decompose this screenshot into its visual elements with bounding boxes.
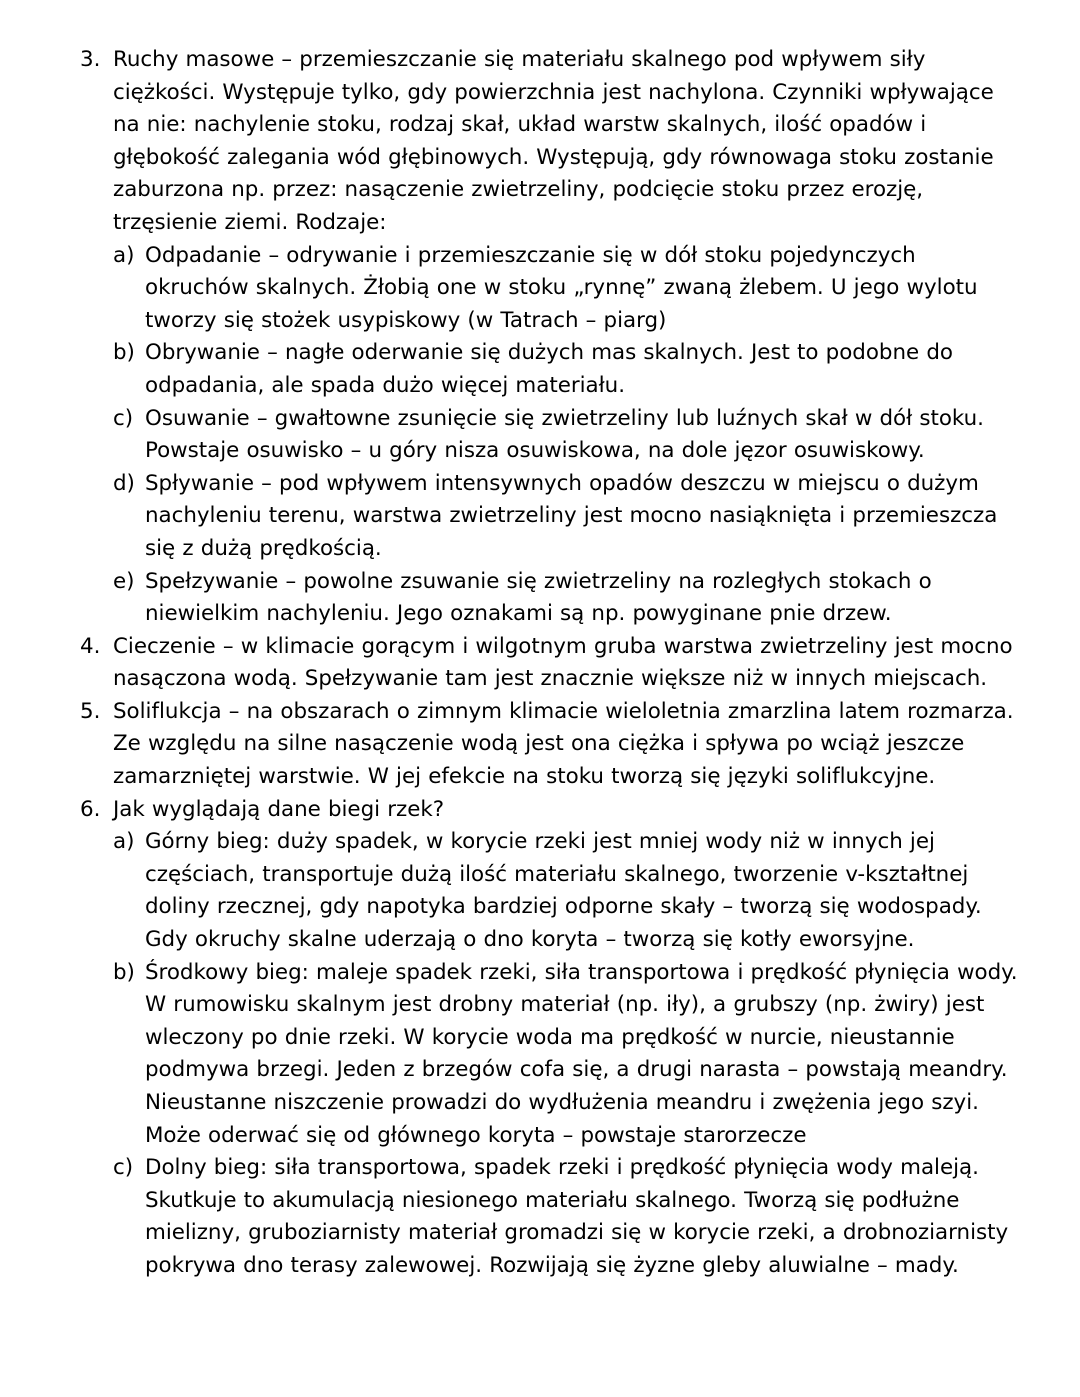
list-item (80, 631, 1018, 696)
list-item-text: Ruchy masowe – przemieszczanie się materiału skalnego pod wpływem siły ciężkości. Występuje tylko, gdy powierzchnia jest nachylona. Czynniki wpływające na nie: nachylenie stoku, rodzaj skał, układ warstw skalnych, ilość opadów i głębokość zalegania wód głębinowych. Występują, gdy równowaga stoku zostanie zaburzona np. przez: nasączenie zwietrzeliny, podcięcie stoku przez erozję, trzęsienie ziemi. Rodzaje: (113, 47, 994, 235)
list-item-text: Dolny bieg: siła transportowa, spadek rzeki i prędkość płynięcia wody maleją. Skutkuje to akumulacją niesionego materiału skalnego. Tworzą się podłużne mielizny, gruboziarnisty materiał gromadzi się w korycie rzeki, a drobnoziarnisty pokrywa dno terasy zalewowej. Rozwijają się żyzne gleby aluwialne – mady. (145, 1155, 1009, 1278)
list-item (80, 44, 1018, 631)
list-marker: 3. (80, 47, 101, 72)
list-marker: e) (113, 568, 135, 594)
numbered-list (62, 44, 1018, 1283)
list-item-text: Spływanie – pod wpływem intensywnych opadów deszczu w miejscu o dużym nachyleniu terenu, warstwa zwietrzeliny jest mocno nasiąknięta i przemieszcza się z dużą prędkością. (145, 470, 998, 561)
list-marker: 4. (80, 633, 101, 659)
list-item (113, 826, 1018, 956)
list-item-text: Spełzywanie – powolne zsuwanie się zwietrzeliny na rozległych stokach o niewielkim nachyleniu. Jego oznakami są np. powyginane pnie drzew. (145, 568, 932, 627)
list-item (113, 240, 1018, 338)
list-marker: a) (113, 829, 135, 855)
list-marker: 5. (80, 698, 101, 724)
sublist-wrapper (113, 826, 1018, 1282)
list-item-text: Soliflukcja – na obszarach o zimnym klimacie wieloletnia zmarzlina latem rozmarza. Ze względu na silne nasączenie wodą jest ona ciężka i spływa po wciąż jeszcze zamarzniętej warstwie. W jej efekcie na stoku tworzą się języki soliflukcyjne. (113, 698, 1014, 790)
list-marker: d) (113, 470, 135, 496)
list-item-text: Jak wyglądają dane biegi rzek? (113, 796, 445, 822)
list-item (113, 337, 1018, 402)
list-marker: a) (113, 242, 135, 268)
list-item-text: Obrywanie – nagłe oderwanie się dużych mas skalnych. Jest to podobne do odpadania, ale spada dużo więcej materiału. (145, 340, 953, 398)
list-item (113, 468, 1018, 566)
list-item-text: Górny bieg: duży spadek, w korycie rzeki jest mniej wody niż w innych jej częściach, transportuje dużą ilość materiału skalnego, tworzenie v-kształtnej doliny rzecznej, gdy napotyka bardziej odporne skały – tworzą się wodospady. Gdy okruchy skalne uderzają o dno koryta – tworzą się kotły eworsyjne. (145, 829, 982, 953)
list-marker: c) (113, 1155, 134, 1181)
list-item (113, 403, 1018, 468)
sublist-wrapper (113, 240, 1018, 631)
list-marker: b) (113, 959, 135, 985)
list-marker: c) (113, 405, 134, 431)
document-body (62, 44, 1018, 1283)
list-marker: 6. (80, 796, 101, 822)
list-item (113, 957, 1018, 1153)
list-item-text: Cieczenie – w klimacie gorącym i wilgotnym gruba warstwa zwietrzeliny jest mocno nasączona wodą. Spełzywanie tam jest znacznie większe niż w innych miejscach. (113, 633, 1013, 692)
list-item-text: Odpadanie – odrywanie i przemieszczanie się w dół stoku pojedynczych okruchów skalnych. Żłobią one w stoku „rynnę” zwaną żlebem. U jego wylotu tworzy się stożek usypiskowy (w Tatrach – piarg) (145, 242, 978, 333)
list-item (80, 696, 1018, 794)
list-item (113, 566, 1018, 631)
lettered-list (113, 826, 1018, 1282)
list-item (113, 1152, 1018, 1282)
list-item (80, 794, 1018, 1283)
lettered-list (113, 240, 1018, 631)
list-item-text: Osuwanie – gwałtowne zsunięcie się zwietrzeliny lub luźnych skał w dół stoku. Powstaje osuwisko – u góry nisza osuwiskowa, na dole jęzor osuwiskowy. (145, 405, 984, 464)
list-item-text: Środkowy bieg: maleje spadek rzeki, siła transportowa i prędkość płynięcia wody. W rumowisku skalnym jest drobny materiał (np. iły), a grubszy (np. żwiry) jest wleczony po dnie rzeki. W korycie woda ma prędkość w nurcie, nieustannie podmywa brzegi. Jeden z brzegów cofa się, a drugi narasta – powstają meandry. Nieustanne niszczenie prowadzi do wydłużenia meandru i zwężenia jego szyi. Może oderwać się od głównego koryta – powstaje starorzecze (145, 959, 1018, 1148)
list-marker: b) (113, 340, 135, 366)
